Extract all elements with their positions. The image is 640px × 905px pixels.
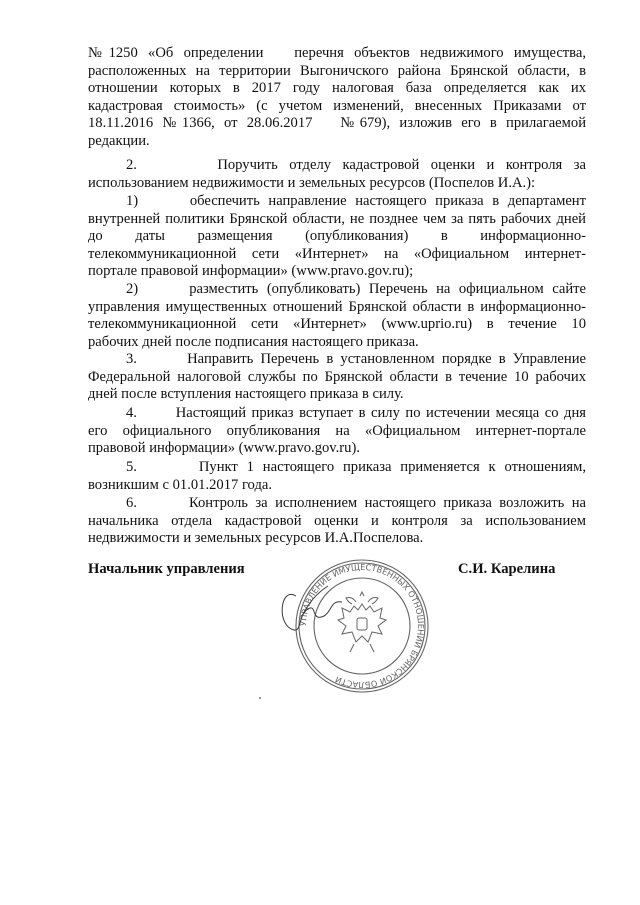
item-6-line: недвижимости и земельных ресурсов И.А.Поспелова.	[88, 530, 424, 547]
item-6-line: 6. Контроль за исполнением настоящего приказа возложить на	[126, 495, 586, 511]
item-2-2-line: рабочих дней после подписания настоящего приказа.	[88, 333, 419, 350]
intro-line: 18.11.2016 №1366, от 28.06.2017 №679), изложив его в прилагаемой	[88, 115, 586, 132]
item-2-1-line: портале правовой информации» (www.pravo.gov.ru);	[88, 263, 414, 280]
item-2-2-line: управления имущественных отношений Брянской области в информационно-	[88, 298, 586, 315]
item-5	[88, 459, 586, 494]
intro-line: расположенных на территории Выгоничского района Брянской области, в	[88, 62, 586, 79]
intro-line: отношении которых в 2017 году налоговая база определяется как их	[88, 80, 586, 97]
item-4	[88, 405, 586, 458]
signatory-title: Начальник управления	[88, 561, 245, 577]
item-3-line: 3. Направить Перечень в установленном порядке в Управление	[126, 351, 586, 367]
item-4-line: его официального опубликования на «Официальном интернет-портале	[88, 422, 586, 439]
item-6-line: начальника отдела кадастровой оценки и контроля за использованием	[88, 512, 586, 529]
item-3-line: Федеральной налоговой службы по Брянской области в течение 10 рабочих	[88, 368, 586, 385]
item-2-2	[88, 281, 586, 351]
item-2-1	[88, 193, 586, 281]
item-2-1-line: телекоммуникационной сети «Интернет» на «Официальном интернет-	[88, 245, 586, 262]
item-2-line: использованием недвижимости и земельных ресурсов (Поспелов И.А.):	[88, 174, 536, 191]
intro-line: №1250 «Об определении перечня объектов недвижимого имущества,	[88, 45, 586, 61]
item-2-2-line: телекоммуникационной сети «Интернет» (www.uprio.ru) в течение 10	[88, 316, 586, 333]
item-2-1-line: внутренней политики Брянской области, не позднее чем за пять рабочих дней	[88, 210, 586, 227]
eagle-emblem-icon	[338, 592, 386, 652]
item-2-1-line: 1) обеспечить направление настоящего приказа в департамент	[126, 193, 586, 209]
scan-speck	[259, 697, 261, 699]
intro-line: редакции.	[88, 132, 150, 149]
item-3	[88, 351, 586, 404]
item-2-2-line: 2) разместить (опубликовать) Перечень на официальном сайте	[126, 281, 586, 297]
item-2-line: 2. Поручить отделу кадастровой оценки и контроля за	[126, 157, 586, 173]
signatory-name: С.И. Карелина	[458, 561, 556, 577]
intro-paragraph	[88, 45, 586, 151]
item-2-1-line: до даты размещения (опубликования) в информационно-	[88, 228, 586, 245]
item-5-line: 5. Пункт 1 настоящего приказа применяется к отношениям,	[126, 459, 586, 475]
item-6	[88, 495, 586, 548]
intro-line: кадастровая стоимость» (с учетом изменений, внесенных Приказами от	[88, 97, 586, 114]
official-seal-stamp	[272, 556, 452, 696]
item-3-line: дней после вступления настоящего приказа в силу.	[88, 386, 404, 403]
item-4-line: 4. Настоящий приказ вступает в силу по истечении месяца со дня	[126, 405, 586, 421]
item-2	[88, 157, 586, 192]
item-4-line: правовой информации» (www.pravo.gov.ru).	[88, 440, 360, 457]
item-5-line: возникшим с 01.01.2017 года.	[88, 476, 272, 493]
seal-ring-text: УПРАВЛЕНИЕ ИМУЩЕСТВЕННЫХ ОТНОШЕНИЙ БРЯНСКОЙ ОБЛАСТИ	[297, 561, 427, 691]
